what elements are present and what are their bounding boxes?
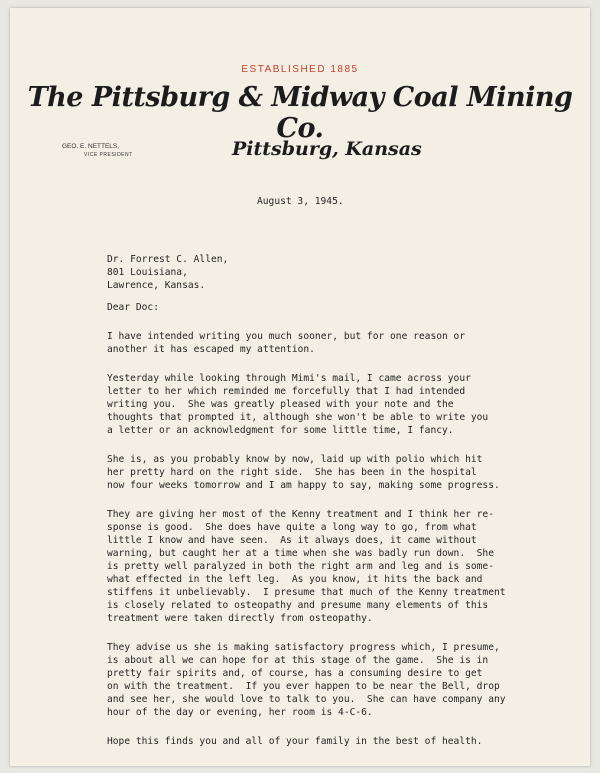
paragraph-line: writing you. She was greatly pleased with your note and the (107, 399, 454, 410)
paragraph-line: They are giving her most of the Kenny treatment and I think her re- (107, 509, 494, 520)
paragraph-line: hour of the day or evening, her room is 4-C-6. (107, 707, 373, 718)
address-line: 801 Louisiana, (107, 267, 188, 278)
paragraph-line: thoughts that prompted it, although she won't be able to write you (107, 412, 489, 423)
body-paragraph (107, 330, 567, 356)
paragraph-line: and see her, she would love to talk to you. She can have company any (107, 694, 506, 705)
paragraph-line: a letter or an acknowledgment for some little time, I fancy. (107, 425, 454, 436)
paragraph-line: is closely related to osteopathy and presume many elements of this (107, 600, 489, 611)
paragraph-line: now four weeks tomorrow and I am happy to say, making some progress. (107, 480, 500, 491)
address-line: Lawrence, Kansas. (107, 280, 206, 291)
recipient-address (107, 253, 228, 292)
paragraph-line: sponse is good. She does have quite a long way to go, from what (107, 522, 477, 533)
paragraph-line: Yesterday while looking through Mimi's mail, I came across your (107, 373, 471, 384)
paragraph-line: pretty fair spirits and, of course, has a consuming desire to get (107, 668, 483, 679)
body-paragraph (107, 453, 567, 492)
paragraph-line: warning, but caught her at a time when she was badly run down. She (107, 548, 494, 559)
company-name: The Pittsburg & Midway Coal Mining Co. (27, 82, 573, 144)
body-paragraph (107, 735, 567, 748)
city-location: Pittsburg, Kansas (232, 138, 422, 160)
paragraph-line: what effected in the left leg. As you know, it hits the back and (107, 574, 483, 585)
paragraph-line: stiffens it unbelievably. I presume that much of the Kenny treatment (107, 587, 506, 598)
paragraph-line: letter to her which reminded me forcefully that I had intended (107, 386, 466, 397)
paragraph-line: another it has escaped my attention. (107, 344, 315, 355)
paragraph-line: her pretty hard on the right side. She has been in the hospital (107, 467, 477, 478)
paragraph-line: treatment were taken directly from osteopathy. (107, 613, 373, 624)
paragraph-line: She is, as you probably know by now, laid up with polio which hit (107, 454, 483, 465)
paragraph-line: They advise us she is making satisfactory progress which, I presume, (107, 642, 500, 653)
address-line: Dr. Forrest C. Allen, (107, 254, 229, 265)
paragraph-line: Hope this finds you and all of your family in the best of health. (107, 736, 483, 747)
established-line: ESTABLISHED 1885 (241, 64, 359, 75)
body-paragraph (107, 372, 567, 437)
officer-name: GEO. E. NETTELS, (62, 143, 120, 150)
body-paragraph (107, 508, 567, 625)
paragraph-line: on with the treatment. If you ever happen to be near the Bell, drop (107, 681, 500, 692)
officer-title: VICE PRESIDENT (84, 152, 133, 158)
paragraph-line: I have intended writing you much sooner, but for one reason or (107, 331, 466, 342)
letter-body (107, 330, 567, 764)
body-paragraph (107, 641, 567, 719)
salutation: Dear Doc: (107, 302, 159, 313)
paragraph-line: is pretty well paralyzed in both the right arm and leg and is some- (107, 561, 494, 572)
paragraph-line: is about all we can hope for at this stage of the game. She is in (107, 655, 489, 666)
letter-date: August 3, 1945. (257, 196, 344, 207)
paragraph-line: little I know and have seen. As it always does, it came without (107, 535, 477, 546)
